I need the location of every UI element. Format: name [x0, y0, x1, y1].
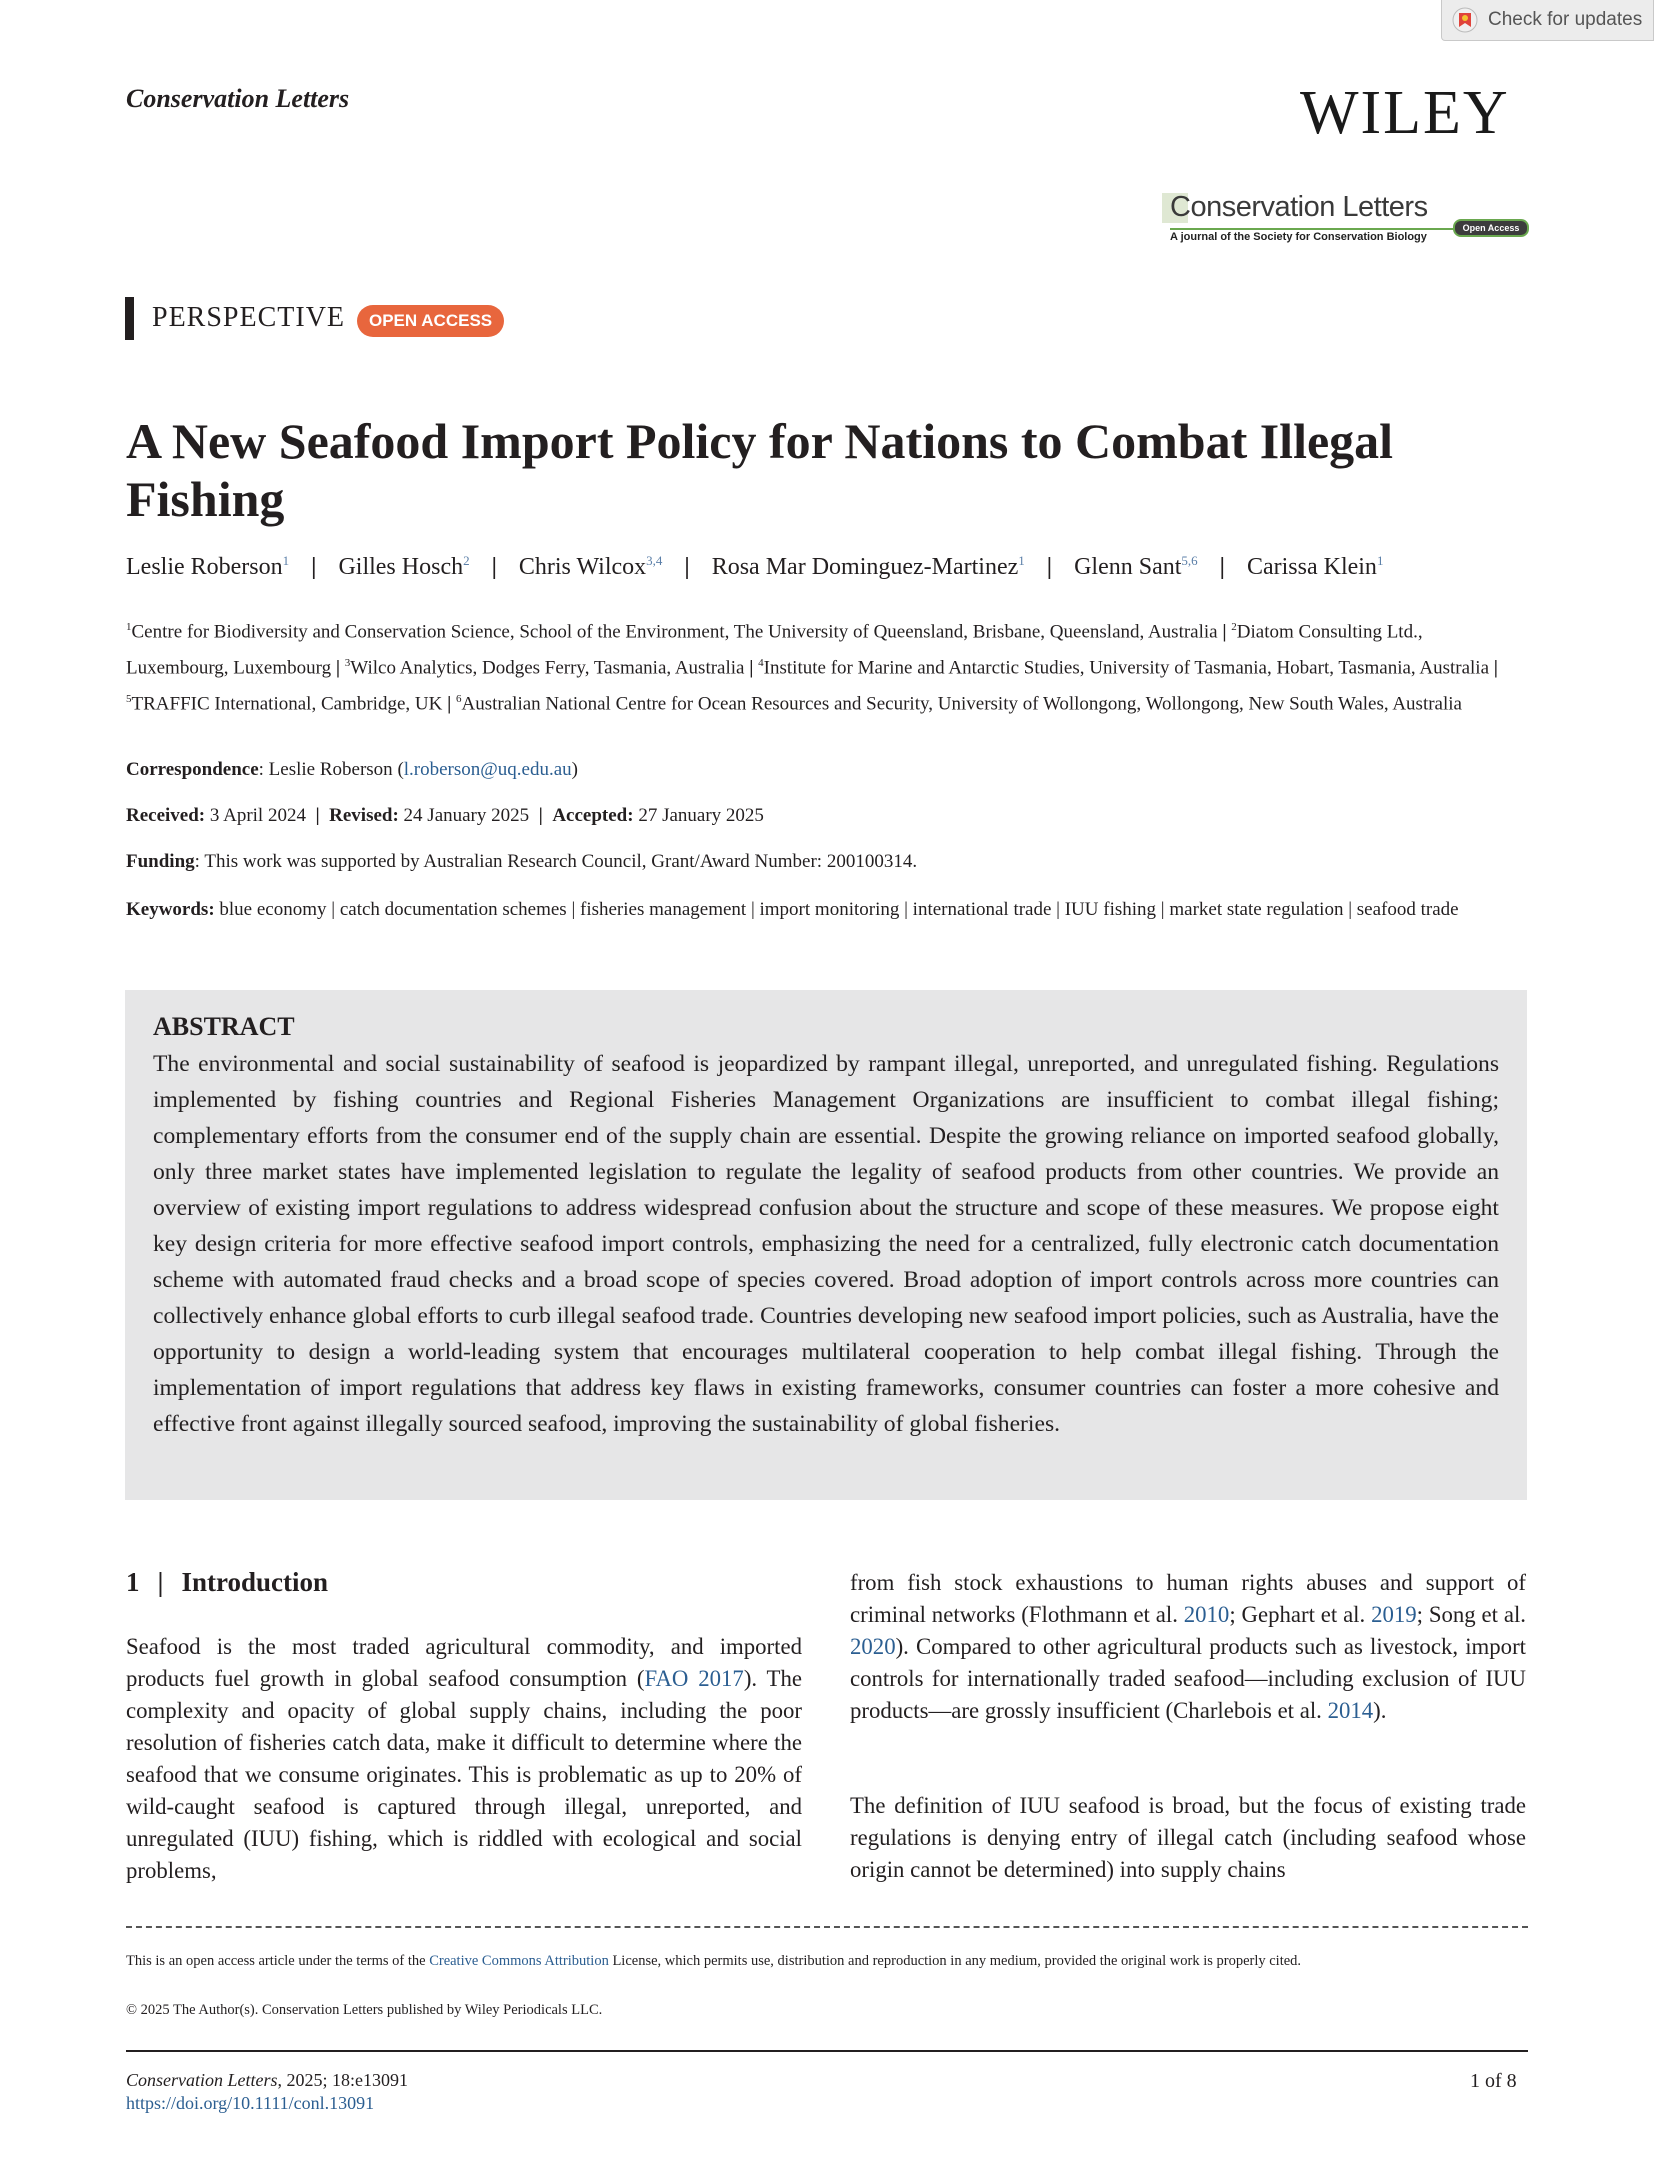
citation-link[interactable]: 2014 [1327, 1698, 1374, 1723]
check-for-updates-button[interactable] [1441, 0, 1654, 41]
journal-logo [1162, 191, 1524, 249]
article-title: A New Seafood Import Policy for Nations to Combat Illegal Fishing [126, 413, 1394, 527]
abstract-box [125, 990, 1527, 1500]
abstract-heading: ABSTRACT [153, 1012, 295, 1041]
body-paragraph: The definition of IUU seafood is broad, but the focus of existing trade regulations is denying entry of illegal catch (including seafood whose origin cannot be determined) into supply chains [850, 1793, 1526, 1882]
doi-link[interactable]: https://doi.org/10.1111/conl.13091 [126, 2093, 375, 2113]
article-type: PERSPECTIVE [152, 302, 346, 333]
check-for-updates-label: Check for updates [1488, 9, 1643, 30]
funding: Funding: This work was supported by Australian Research Council, Grant/Award Number: 200100314. [126, 851, 918, 872]
abstract-text: The environmental and social sustainability of seafood is jeopardized by rampant illegal, unreported, and unregulated fishing. Regulations implemented by fishing countries and Regional Fisheries Management Organizations are insufficient to combat illegal fishing; complementary efforts from the consumer end of the supply chain are essential. Despite the growing reliance on imported seafood globally, only three market states have implemented legislation to regulate the legality of seafood products from other countries. We provide an overview of existing import regulations to address widespread confusion about the structure and scope of these measures. We propose eight key design criteria for more effective seafood import controls, emphasizing the need for a centralized, fully electronic catch documentation scheme with automated fraud checks and a broad scope of species covered. Broad adoption of import controls across more countries can collectively enhance global efforts to curb illegal seafood trade. Countries developing new seafood import policies, such as Australia, have the opportunity to design a world-leading system that encourages multilateral cooperation to help combat illegal fishing. Through the implementation of import regulations that address key flaws in existing frameworks, consumer countries can foster a more cohesive and effective front against illegally sourced seafood, improving the sustainability of global fisheries. [153, 1051, 1499, 1437]
citation-link[interactable]: 2020 [850, 1634, 896, 1659]
license-divider [126, 1926, 1528, 1928]
citation-link[interactable]: 2019 [1371, 1602, 1417, 1627]
footer-divider [126, 2050, 1528, 2052]
publisher-logo: WILEY [1300, 79, 1510, 147]
crossmark-icon [1452, 7, 1478, 33]
copyright: © 2025 The Author(s). Conservation Letters published by Wiley Periodicals LLC. [126, 2002, 603, 2018]
page-number: 1 of 8 [1470, 2070, 1517, 2092]
journal-logo-subtitle: A journal of the Society for Conservation Biology [1170, 231, 1427, 243]
author[interactable]: Glenn Sant$^{5,6}$ [1074, 553, 1198, 580]
author[interactable]: Gilles Hosch$^2$ [338, 553, 470, 580]
license-link[interactable]: Creative Commons Attribution [429, 1953, 609, 1969]
article-type-marker [125, 297, 134, 340]
body-paragraph: from fish stock exhaustions to human rights abuses and support of criminal networks (Flothmann et al. 2010; Gephart et al. 2019; Song et al. 2020). Compared to other agricultural products such as livestock, import controls for internationally traded seafood—including exclusion of IUU products—are grossly insufficient (Charlebois et al. 2014). [850, 1570, 1526, 1723]
body-paragraph: Seafood is the most traded agricultural commodity, and imported products fuel growth in global seafood consumption (FAO 2017). The complexity and opacity of global supply chains, including the poor resolution of fisheries catch data, make it difficult to determine where the seafood that we consume originates. This is problematic as up to 20% of wild-caught seafood is captured through illegal, unreported, and unregulated (IUU) fishing, which is riddled with ecological and social problems, [126, 1634, 802, 1883]
section-heading: 1 | Introduction [126, 1567, 328, 1597]
citation-link[interactable]: 2010 [1183, 1602, 1230, 1627]
author[interactable]: Rosa Mar Dominguez-Martinez$^1$ [711, 553, 1025, 580]
author[interactable]: Carissa Klein$^1$ [1246, 553, 1384, 580]
open-access-badge: OPEN ACCESS [357, 305, 504, 337]
journal-logo-rule [1170, 228, 1455, 230]
correspondence: Correspondence: Leslie Roberson (l.roberson@uq.edu.au) [126, 759, 578, 780]
footer-citation: Conservation Letters, 2025; 18:e13091 [126, 2070, 408, 2090]
correspondence-email-link[interactable]: l.roberson@uq.edu.au [403, 759, 572, 780]
journal-logo-title: Conservation Letters [1170, 191, 1428, 223]
author[interactable]: Chris Wilcox$^{3,4}$ [518, 553, 663, 580]
author[interactable]: Leslie Roberson$^1$ [126, 553, 290, 580]
affiliations: $^1$Centre for Biodiversity and Conservation Science, School of the Environment, The University of Queensland, Brisbane, Queensland, Australia | $^2$Diatom Consulting Ltd., Luxembourg, Luxembourg | $^3$Wilco Analytics, Dodges Ferry, Tasmania, Australia | $^4$Institute for Marine and Antarctic Studies, University of Tasmania, Hobart, Tasmania, Australia | $^5$TRAFFIC International, Cambridge, UK | $^6$Australian National Centre for Ocean Resources and Security, University of Wollongong, Wollongong, New South Wales, Australia [126, 621, 1498, 714]
author-list: Leslie Roberson$^1$ | Gilles Hosch$^2$ | Chris Wilcox$^{3,4}$ | Rosa Mar Dominguez-Martinez$^1$ | Glenn Sant$^{5,6}$ | Carissa Klein$^1$ [126, 553, 1384, 580]
keywords: Keywords: blue economy | catch documentation schemes | fisheries management | import monitoring | international trade | IUU fishing | market state regulation | seafood trade [126, 899, 1459, 920]
journal-logo-open-access: Open Access [1453, 219, 1529, 237]
citation-link[interactable]: FAO 2017 [644, 1666, 744, 1691]
journal-name: Conservation Letters [126, 84, 350, 113]
license-text: This is an open access article under the terms of the Creative Commons Attribution License, which permits use, distribution and reproduction in any medium, provided the original work is properly cited. [126, 1953, 1302, 1969]
article-dates: Received: 3 April 2024 | Revised: 24 January 2025 | Accepted: 27 January 2025 [126, 805, 764, 826]
